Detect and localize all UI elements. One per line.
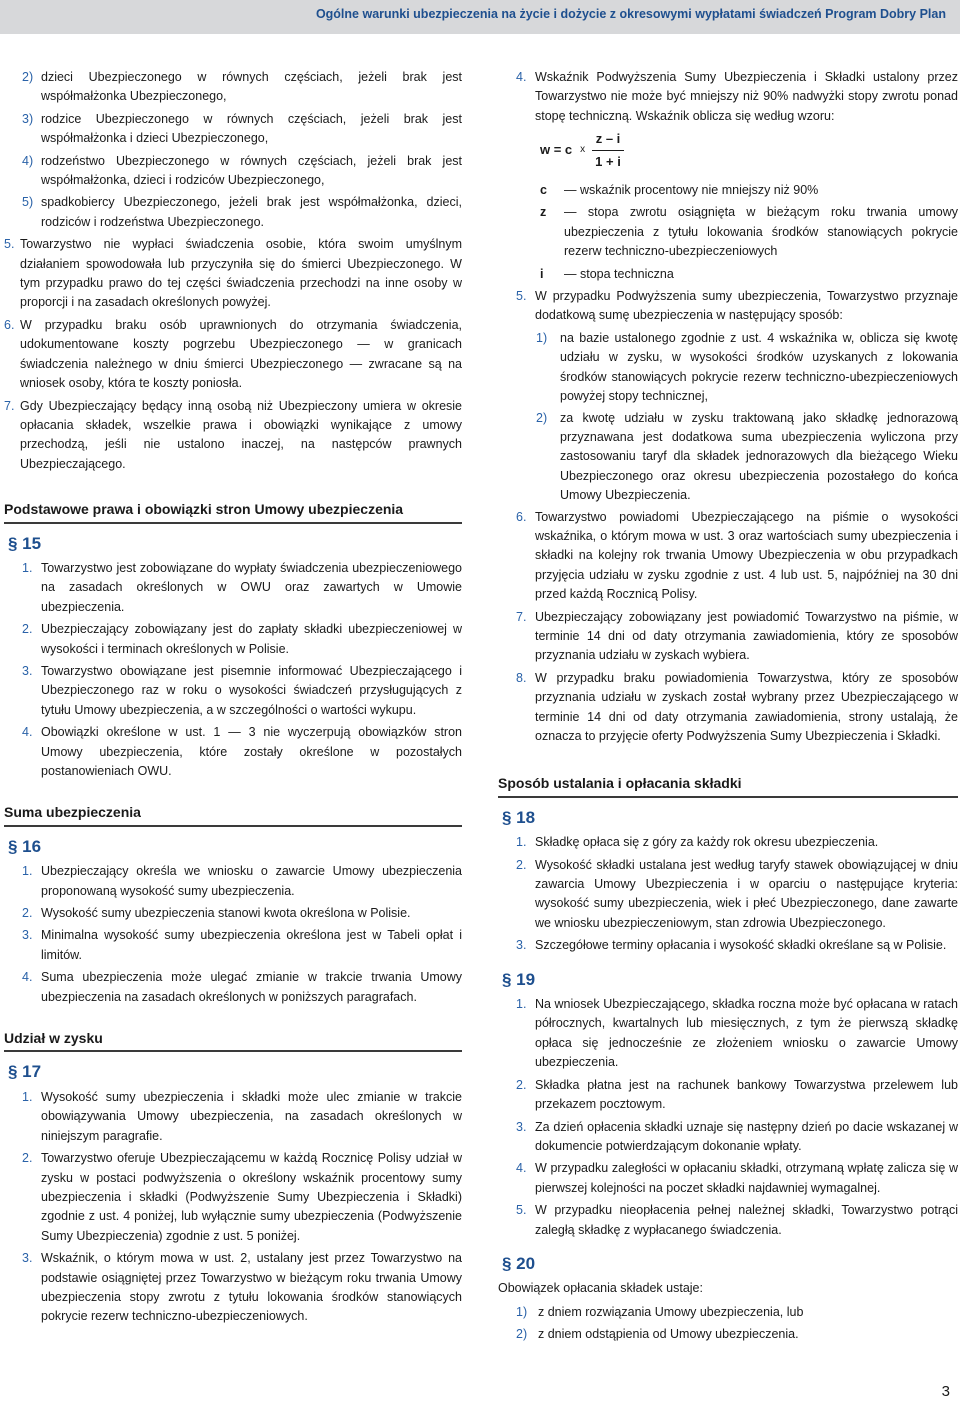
paragraph: 1. Na wniosek Ubezpieczającego, składka roczna może być opłacana w ratach półrocznych, kwartalnych lub miesięcznych, z tym że pierwszą składkę opłaca się jednocześnie ze złożeniem wniosku o zawarcie Umowy ubezpieczenia. [516,997,958,1070]
list-item: 1) z dniem rozwiązania Umowy ubezpieczenia, lub [516,1304,804,1319]
profit-formula [540,129,958,171]
section-heading-sum: Suma ubezpieczenia [4,803,462,826]
paragraph: 1. Składkę opłaca się z góry za każdy rok okresu ubezpieczenia. [516,835,879,850]
definition-item: z — stopa zwrotu osiągnięta w bieżącym roku trwania umowy ubezpieczenia z tytułu lokowania środków stanowiących pokrycie rezerw techniczno-ubezpieczeniowych [540,205,958,259]
paragraph: 1. Ubezpieczający określa we wniosku o zawarcie Umowy ubezpieczenia proponowaną wysokość sumy ubezpieczenia. [22,864,462,898]
list-item: 2) z dniem odstąpienia od Umowy ubezpieczenia. [516,1327,799,1342]
list-item: 2) dzieci Ubezpieczonego w równych częściach, jeżeli brak jest współmałżonka Ubezpieczonego, [22,70,462,104]
paragraph: 2. Wysokość składki ustalana jest według taryfy stawek obowiązującej w dniu zawarcia Umowy Ubezpieczenia i w oparciu o następujące kryteria: wysokość sumy ubezpieczenia, wiek i płeć Ubezpieczonego, dane zawarte we wniosku ubezpieczeniowym, stan zdrowia Ubezpieczonego. [516,857,958,930]
list-item: 5) spadkobiercy Ubezpieczonego, jeżeli brak jest współmałżonka, dzieci, rodziców i rodzeństwa Ubezpieczonego. [22,195,462,229]
paragraph: 2. Składka płatna jest na rachunek bankowy Towarzystwa przelewem lub przekazem pocztowym. [516,1077,958,1112]
document-header [0,0,960,34]
paragraph: 3. Za dzień opłacenia składki uznaje się następny dzień po dacie wskazanej w dokumencie potwierdzającym dokonanie wpłaty. [516,1119,958,1153]
paragraph: 2. Wysokość sumy ubezpieczenia stanowi kwota określona w Polisie. [22,906,411,921]
paragraph-number-16: § 16 [8,836,42,856]
page-number: 3 [941,1383,950,1400]
paragraph: 2. Ubezpieczający zobowiązany jest do zapłaty składki ubezpieczeniowej w wysokości i terminach określonych w Polisie. [22,622,462,656]
paragraph: 5. Towarzystwo nie wypłaci świadczenia osobie, która swoim umyślnym działaniem spowodowała lub przyczyniła się do śmierci Ubezpieczonego. W tym przypadku prawo do tej części świadczenia przechodzi na inne osoby w proporcji i na zasadach określonych powyżej. [4,237,462,310]
paragraph: 7. Gdy Ubezpieczający będący inną osobą niż Ubezpieczony umiera w okresie opłacania składek, wszelkie prawa i obowiązki wynikające z umowy przechodzą, jeśli nie ustalono inaczej, na następców prawnych Ubezpieczającego. [4,398,462,471]
paragraph: 4. Obowiązki określone w ust. 1 — 3 nie wyczerpują obowiązków stron Umowy ubezpieczenia, które zostały określone w pozostałych postanowieniach OWU. [22,725,462,778]
paragraph: 8. W przypadku braku powiadomienia Towarzystwa, który ze sposobów przyznania udziału w zyskach został wybrany przez Ubezpieczającego w terminie 14 dni od daty otrzymania zawiadomienia, strony ustalają, że oznacza to przyjęcie oferty Podwyższenia Sumy Ubezpieczenia i Składki. [516,670,958,743]
paragraph: 6. Towarzystwo powiadomi Ubezpieczającego na piśmie o wysokości wskaźnika, o którym mowa w ust. 3 oraz wartościach sumy ubezpieczenia i składki na kolejny rok trwania Umowy Ubezpieczenia w obu przypadkach przyjęcia udziału w zysku zgodnie z ust. 4 lub ust. 5, najpóźniej na 30 dni przed każdą Rocznicą Polisy. [516,509,958,602]
paragraph: 3. Towarzystwo obowiązane jest pisemnie informować Ubezpieczającego i Ubezpieczonego raz w roku o wysokości świadczeń przysługujących z tytułu Umowy ubezpieczenia, a w szczególności o wartości wykupu. [22,663,462,717]
left-column [4,68,462,1330]
list-item: 4) rodzeństwo Ubezpieczonego w równych częściach, jeżeli brak jest współmałżonka, dzieci i rodziców Ubezpieczonego, [22,153,462,188]
paragraph-number-20: § 20 [502,1253,536,1273]
section-heading-profit: Udział w zysku [4,1029,462,1052]
paragraph-number-17: § 17 [8,1062,42,1082]
header-title: Ogólne warunki ubezpieczenia na życie i dożycie z okresowymi wypłatami świadczeń Program Dobry Plan [315,7,946,21]
section-heading-premium: Sposób ustalania i opłacania składki [498,774,958,797]
paragraph-number-18: § 18 [502,807,536,827]
paragraph: 2. Towarzystwo oferuje Ubezpieczającemu w każdą Rocznicę Polisy udział w zysku w postaci podwyższenia o określony wskaźnik procentowy sumy ubezpieczenia i składki (Podwyższenie Sumy Ubezpieczenia i Składki) zgodnie z ust. 4 poniżej, lub wyłącznie sumy ubezpieczenia (Podwyższenie Sumy Ubezpieczenia) zgodnie z ust. 5 poniżej. [22,1151,462,1243]
paragraph-intro: Obowiązek opłacania składek ustaje: [498,1281,703,1296]
paragraph: 1. Towarzystwo jest zobowiązane do wypłaty świadczenia ubezpieczeniowego na zasadach określonych w OWU oraz zawartych w Umowie ubezpieczenia. [22,560,462,614]
list-item: 1) na bazie ustalonego zgodnie z ust. 4 wskaźnika w, oblicza się kwotę udziału w zysku, w wysokości środków uzyskanych z lokowania środków stanowiących pokrycie rezerw techniczno-ubezpieczeniowych powyżej stopy technicznej, [536,330,958,404]
paragraph: 6. W przypadku braku osób uprawnionych do otrzymania świadczenia, udokumentowane koszty pogrzebu Ubezpieczonego — w granicach świadczenia należnego w dniu śmierci Ubezpieczonego — zwracane są na wniosek osoby, która te koszty poniosła. [4,317,462,391]
paragraph: 3. Minimalna wysokość sumy ubezpieczenia określona jest w Tabeli opłat i limitów. [22,928,462,962]
formula-numerator: z – i [592,129,625,150]
right-column [498,68,958,1348]
paragraph: 7. Ubezpieczający zobowiązany jest powiadomić Towarzystwo na piśmie, w terminie 14 dni od daty otrzymania zawiadomienia, który ze sposobów przyznania udziału w zyskach wybiera. [516,609,958,663]
paragraph: 4. Suma ubezpieczenia może ulegać zmianie w trakcie trwania Umowy ubezpieczenia na zasadach określonych w poniższych paragrafach. [22,970,462,1004]
paragraph: 5. W przypadku Podwyższenia sumy ubezpieczenia, Towarzystwo przyznaje dodatkową sumę ubezpieczenia w następujący sposób: [516,289,958,323]
paragraph-number-15: § 15 [8,533,42,553]
paragraph: 5. W przypadku nieopłacenia pełnej należnej składki, Towarzystwo potrąci zaległą składkę z wypłacanego świadczenia. [516,1203,958,1237]
formula-lhs: w = c [540,142,573,158]
formula-denominator: 1 + i [595,153,621,169]
paragraph: 4. W przypadku zaległości w opłacaniu składki, otrzymaną wpłatę zalicza się w pierwszej kolejności na poczet składki najdawniej wymagalnej. [516,1161,958,1195]
section-heading-rights: Podstawowe prawa i obowiązki stron Umowy ubezpieczenia [4,500,462,523]
paragraph: 3. Wskaźnik, o którym mowa w ust. 2, ustalany jest przez Towarzystwo na podstawie osiągniętej przez Towarzystwo w bieżącym roku trwania Umowy ubezpieczenia stopy zwrotu z tytułu lokowania środków stanowiących pokrycie rezerw techniczno-ubezpieczeniowych. [22,1251,462,1324]
paragraph: 4. Wskaźnik Podwyższenia Sumy Ubezpieczenia i Składki ustalony przez Towarzystwo nie może być mniejszy niż 90% nadwyżki stopy zwrotu ponad stopę techniczną. Wskaźnik oblicza się według wzoru: [516,70,958,123]
list-item: 2) za kwotę udziału w zysku traktowaną jako składkę jednorazową przyznawana jest dodatkowa suma ubezpieczenia wyliczona przy zastosowaniu taryf dla składek jednorazowych dla bieżącego Wieku Ubezpieczonego oraz okresu ubezpieczenia pozostałego do końca Umowy Ubezpieczenia. [536,410,958,503]
list-item: 3) rodzice Ubezpieczonego w równych częściach, jeżeli brak jest współmałżonka i dzieci Ubezpieczonego, [22,111,462,146]
definition-item: c — wskaźnik procentowy nie mniejszy niż 90% [540,183,819,198]
paragraph: 3. Szczegółowe terminy opłacania i wysokość składki określane są w Polisie. [516,938,947,953]
paragraph: 1. Wysokość sumy ubezpieczenia i składki może ulec zmianie w trakcie obowiązywania Umowy ubezpieczenia, na zasadach określonych w niniejszym paragrafie. [22,1089,462,1143]
formula-fraction [591,129,625,171]
formula-times: x [580,144,586,156]
definition-item: i — stopa techniczna [540,266,674,281]
paragraph-number-19: § 19 [502,969,536,989]
